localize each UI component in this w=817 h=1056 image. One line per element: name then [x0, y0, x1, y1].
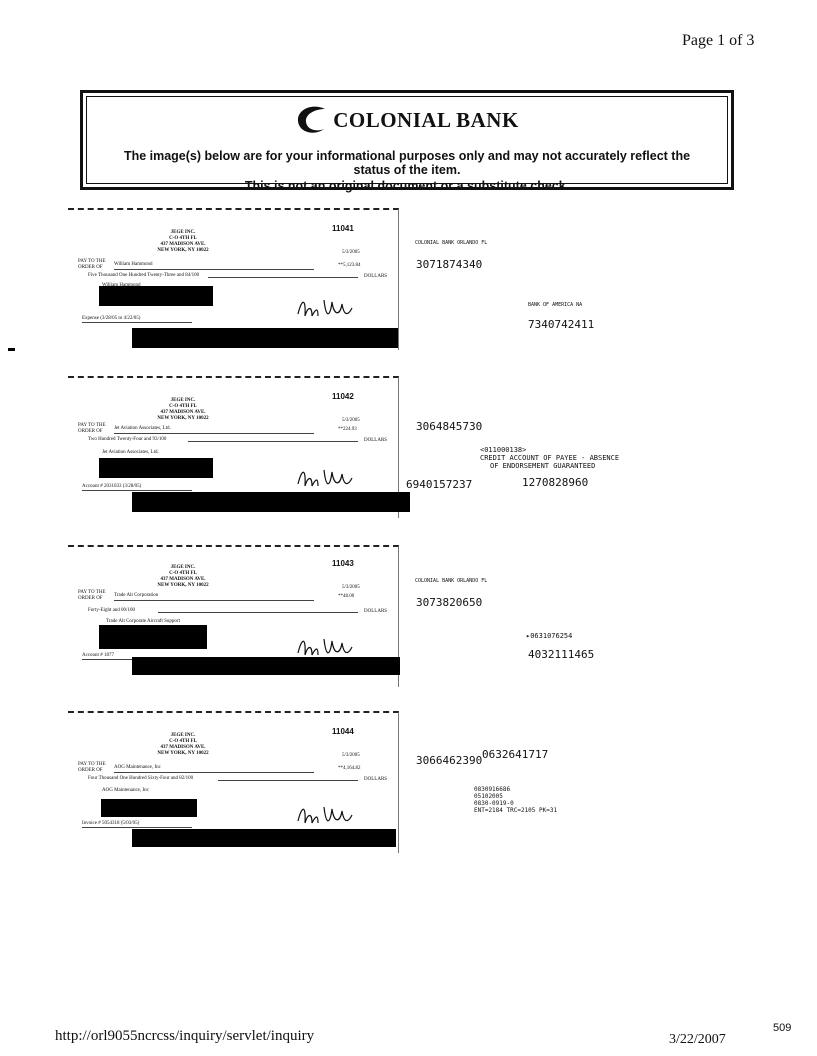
depositor-bank-stamp: BANK OF AMERICA NA — [528, 302, 583, 308]
check-back-1 — [410, 212, 750, 342]
payer-address-1: C-O 4TH FL — [169, 739, 197, 744]
payer-address-1: C-O 4TH FL — [169, 236, 197, 241]
amount-in-words: Two Hundred Twenty-Four and 93/100 — [88, 437, 167, 442]
signature-icon — [296, 464, 356, 492]
bank-stamp: COLONIAL BANK ORLANDO FL — [415, 578, 488, 584]
payer-address-1: C-O 4TH FL — [169, 404, 197, 409]
disclaimer-line-2: status of the item. — [353, 163, 461, 177]
amount-in-words: Forty-Eight and 00/100 — [88, 608, 135, 613]
item-sequence-number: 3073820650 — [416, 596, 483, 609]
payer-address-3: NEW YORK, NY 10022 — [157, 248, 209, 253]
item-sequence-number: 3071874340 — [416, 258, 483, 271]
payer-address-1: C-O 4TH FL — [169, 571, 197, 576]
check-front-2 — [68, 376, 399, 518]
banner-inner-border — [86, 96, 728, 193]
payee-underline — [114, 269, 314, 270]
dollars-label: DOLLARS — [364, 438, 388, 443]
dollars-label: DOLLARS — [364, 777, 388, 782]
payee-underline — [114, 433, 314, 434]
footer-date: 3/22/2007 — [669, 1032, 726, 1047]
trace-number: 0632641717 — [482, 748, 549, 761]
memo-text: Invoice # 5054318 (5/03/05) — [82, 821, 140, 826]
check-number: 11044 — [332, 727, 354, 736]
payer-name: JEGE INC. — [170, 398, 196, 403]
routing-stamp: ▸0631076254 — [526, 632, 573, 640]
payer-address-2: 437 MADISON AVE. — [160, 745, 206, 750]
words-fill-line — [208, 277, 358, 278]
trace-number: 4032111465 — [528, 648, 595, 661]
redaction-box — [99, 625, 207, 649]
pay-to-label: PAY TO THE ORDER OF — [78, 423, 106, 434]
redaction-box — [101, 799, 197, 817]
check-back-4 — [410, 714, 750, 844]
check-date: 5/3/2005 — [342, 753, 360, 758]
payee-name: AOG Maintenance, Inc — [114, 765, 161, 770]
memo-text: Account # 1877 — [82, 653, 114, 658]
check-amount: **224.93 — [338, 427, 357, 432]
amount-in-words: Four Thousand One Hundred Sixty-Four and 82/100 — [88, 776, 194, 781]
date-stamp: 05102005 — [474, 793, 503, 800]
disclaimer-line-1: The image(s) below are for your informational purposes only and may not accurately reflect the — [123, 149, 691, 163]
dollars-label: DOLLARS — [364, 274, 388, 279]
bank-banner — [80, 90, 734, 193]
entry-stamp: ENT=2184 TRC=2105 PK=31 — [474, 807, 558, 814]
endorsement-line-2: OF ENDORSEMENT GUARANTEED — [490, 462, 596, 470]
disclaimer-line-3: This is not an original document or a substitute check. — [244, 179, 570, 193]
payer-address-2: 437 MADISON AVE. — [160, 410, 206, 415]
redaction-bar — [132, 829, 396, 847]
bank-reference-number: 1270828960 — [522, 476, 589, 489]
payee-underline — [114, 600, 314, 601]
signature-icon — [296, 294, 356, 322]
payer-name: JEGE INC. — [170, 565, 196, 570]
memo-line — [82, 322, 192, 323]
memo-text: Account # 2031033 (3/28/05) — [82, 484, 142, 489]
check-front-3 — [68, 545, 399, 687]
words-fill-line — [158, 612, 358, 613]
check-back-3 — [410, 548, 750, 678]
check-date: 5/3/2005 — [342, 585, 360, 590]
check-amount: **48.00 — [338, 594, 355, 599]
redaction-bar — [132, 657, 400, 675]
redaction-bar — [132, 328, 398, 348]
footer-url: http://orl9055ncrcss/inquiry/servlet/inquiry — [55, 1028, 315, 1044]
payer-address-3: NEW YORK, NY 10022 — [157, 416, 209, 421]
trace-number: 6940157237 — [406, 478, 473, 491]
words-fill-line — [188, 441, 358, 442]
pay-to-label: PAY TO THE ORDER OF — [78, 259, 106, 270]
payer-name: JEGE INC. — [170, 733, 196, 738]
disclaimer-text — [87, 149, 727, 177]
check-amount: **5,123.84 — [338, 263, 361, 268]
payee-name: Trade Alt Corporation — [114, 593, 159, 598]
payee-underline — [114, 772, 314, 773]
check-date: 5/3/2005 — [342, 418, 360, 423]
page-number: Page 1 of 3 — [682, 32, 755, 49]
routing-stamp: <011000138> — [480, 446, 527, 454]
bank-stamp: COLONIAL BANK ORLANDO FL — [415, 240, 488, 246]
payer-address-2: 437 MADISON AVE. — [160, 577, 206, 582]
routing-stamp: 0830-0919-0 — [474, 800, 514, 807]
pay-to-label: PAY TO THE ORDER OF — [78, 590, 106, 601]
bates-number: 509 — [773, 1022, 792, 1034]
payee-name: William Hammond — [114, 262, 153, 267]
check-date: 5/3/2005 — [342, 250, 360, 255]
bank-logo — [87, 105, 727, 139]
payee-name: Jet Aviation Associates, Ltd. — [114, 426, 171, 431]
payer-address-3: NEW YORK, NY 10022 — [157, 751, 209, 756]
pay-to-label: PAY TO THE ORDER OF — [78, 762, 106, 773]
memo-line — [82, 490, 192, 491]
bank-name: COLONIAL BANK — [333, 107, 519, 132]
item-sequence-number: 3064845730 — [416, 420, 483, 433]
payee-address-line: Jet Aviation Associates, Ltd. — [102, 450, 159, 455]
redaction-box — [99, 458, 213, 478]
margin-mark — [8, 348, 15, 351]
check-number: 11041 — [332, 224, 354, 233]
signature-icon — [296, 801, 356, 829]
amount-in-words: Five Thousand One Hundred Twenty-Three and 84/100 — [88, 273, 200, 278]
payer-address-2: 437 MADISON AVE. — [160, 242, 206, 247]
redaction-box — [99, 286, 213, 306]
words-fill-line — [218, 780, 358, 781]
check-amount: **4,164.82 — [338, 766, 361, 771]
item-sequence-number: 3066462390 — [416, 754, 483, 767]
account-stamp: 0830916686 — [474, 786, 511, 793]
memo-line — [82, 827, 192, 828]
endorsement-line-1: CREDIT ACCOUNT OF PAYEE - ABSENCE — [480, 454, 620, 462]
payer-address-3: NEW YORK, NY 10022 — [157, 583, 209, 588]
dollars-label: DOLLARS — [364, 609, 388, 614]
redaction-bar — [132, 492, 410, 512]
check-number: 11042 — [332, 392, 354, 401]
payee-address-line: AOG Maintenance, Inc — [102, 788, 149, 793]
colonial-bank-swirl-icon — [295, 105, 329, 135]
memo-text: Expense (3/28/05 to 4/22/05) — [82, 316, 141, 321]
check-number: 11043 — [332, 559, 354, 568]
check-front-4 — [68, 711, 399, 853]
payee-address-line: Trade Alt Corporate Aircraft Support — [106, 619, 180, 624]
payer-name: JEGE INC. — [170, 230, 196, 235]
trace-number: 7340742411 — [528, 318, 595, 331]
check-front-1 — [68, 208, 399, 350]
check-back-2 — [406, 378, 750, 508]
